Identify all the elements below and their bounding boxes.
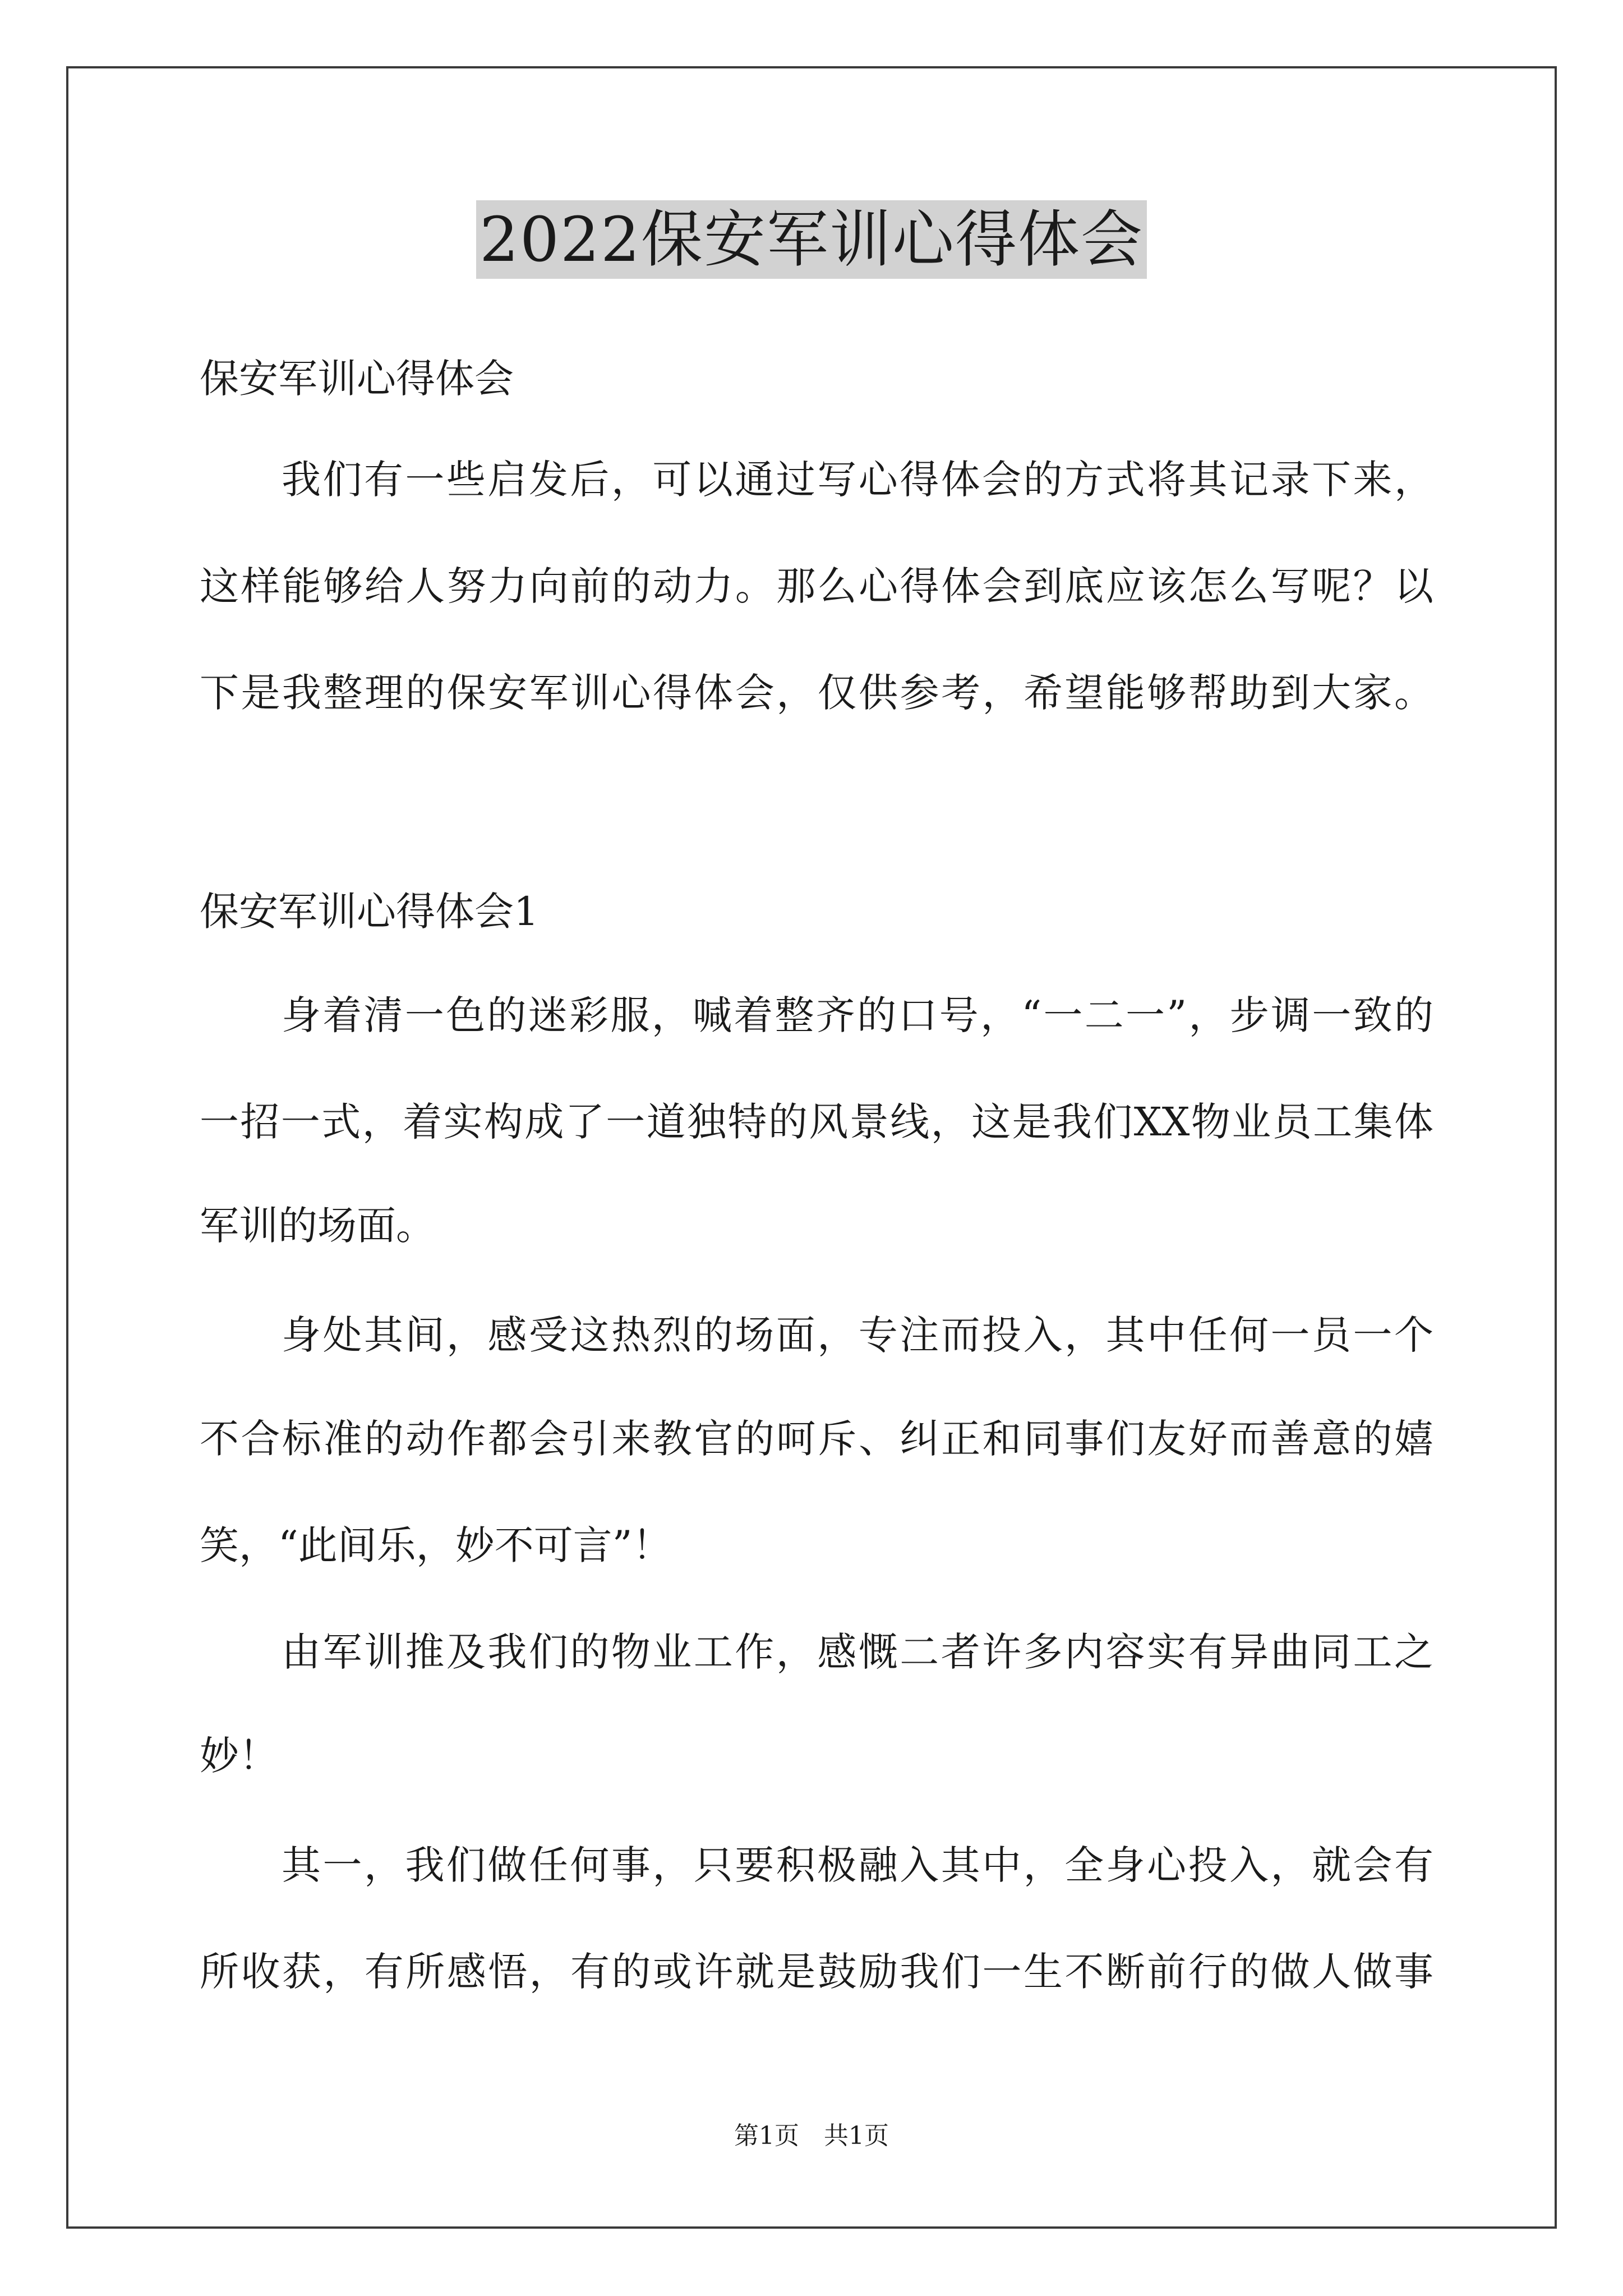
body-line: 妙！: [200, 1733, 278, 1779]
page-footer: 第1页 共1页: [734, 2122, 889, 2150]
body-line: 军训的场面。: [200, 1203, 435, 1249]
intro-line: 这样能够给人努力向前的动力。那么心得体会到底应该怎么写呢？以: [200, 563, 1433, 609]
title-container: [0, 200, 1623, 279]
body-line: 不合标准的动作都会引来教官的呵斥、纠正和同事们友好而善意的嬉: [200, 1416, 1433, 1462]
body-line: 由军训推及我们的物业工作，感慨二者许多内容实有异曲同工之: [282, 1629, 1433, 1675]
body-line: 其一，我们做任何事，只要积极融入其中，全身心投入，就会有: [282, 1842, 1433, 1888]
body-line: 所收获，有所感悟，有的或许就是鼓励我们一生不断前行的做人做事: [200, 1949, 1433, 1995]
document-title: 2022保安军训心得体会: [476, 200, 1147, 279]
body-line: 身处其间，感受这热烈的场面，专注而投入，其中任何一员一个: [282, 1312, 1433, 1358]
body-line: 一招一式，着实构成了一道独特的风景线，这是我们XX物业员工集体: [200, 1099, 1433, 1145]
subtitle: 保安军训心得体会: [200, 356, 514, 402]
intro-line: 我们有一些启发后，可以通过写心得体会的方式将其记录下来，: [282, 457, 1433, 503]
body-line: 身着清一色的迷彩服，喊着整齐的口号，“一二一”，步调一致的: [282, 992, 1433, 1038]
intro-line: 下是我整理的保安军训心得体会，仅供参考，希望能够帮助到大家。: [200, 670, 1433, 716]
body-line: 笑，“此间乐，妙不可言”！: [200, 1522, 672, 1568]
section-heading: 保安军训心得体会1: [200, 889, 539, 935]
